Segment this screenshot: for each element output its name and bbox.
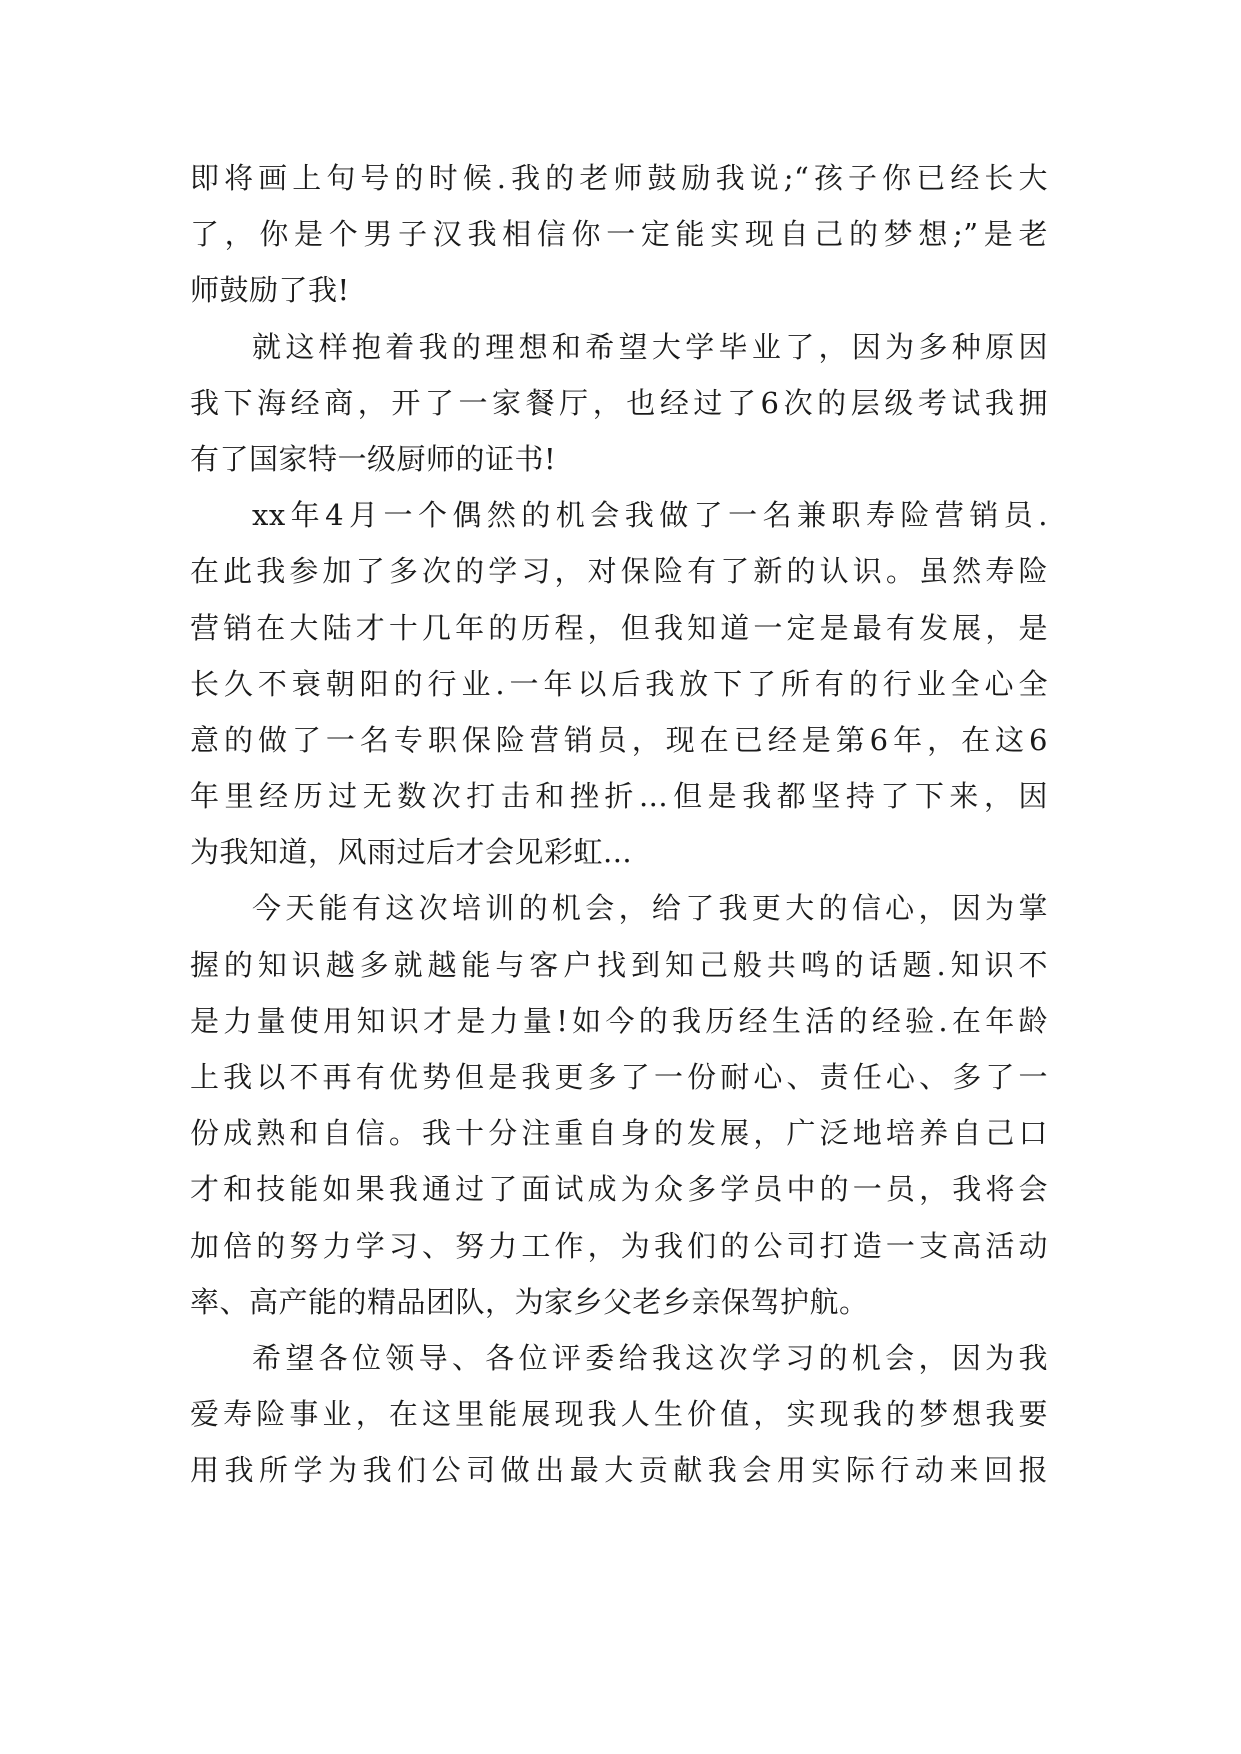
paragraph-3 <box>190 487 1048 880</box>
text-line: 年里经历过无数次打击和挫折...但是我都坚持了下来，因 <box>190 779 1048 814</box>
text-line: 握的知识越多就越能与客户找到知己般共鸣的话题.知识不 <box>190 947 1048 982</box>
text-line: 用我所学为我们公司做出最大贡献我会用实际行动来回报 <box>190 1453 1048 1488</box>
document-body <box>190 150 1048 1499</box>
text-line: 是力量使用知识才是力量!如今的我历经生活的经验.在年龄 <box>190 1003 1048 1038</box>
text-line: 率、高产能的精品团队，为家乡父老乡亲保驾护航。 <box>190 1284 869 1319</box>
text-line: 希望各位领导、各位评委给我这次学习的机会，因为我 <box>252 1340 1048 1375</box>
text-line: 长久不衰朝阳的行业.一年以后我放下了所有的行业全心全 <box>190 666 1048 701</box>
text-line: 份成熟和自信。我十分注重自身的发展，广泛地培养自己口 <box>190 1116 1048 1151</box>
text-line: 才和技能如果我通过了面试成为众多学员中的一员，我将会 <box>190 1172 1048 1207</box>
text-line: 即将画上句号的时候.我的老师鼓励我说;“孩子你已经长大 <box>190 161 1048 195</box>
text-line: 加倍的努力学习、努力工作，为我们的公司打造一支高活动 <box>190 1228 1048 1263</box>
text-line: 意的做了一名专职保险营销员，现在已经是第6年，在这6 <box>190 722 1048 757</box>
text-line: 营销在大陆才十几年的历程，但我知道一定是最有发展，是 <box>190 610 1048 645</box>
text-line: 上我以不再有优势但是我更多了一份耐心、责任心、多了一 <box>190 1060 1048 1094</box>
text-line: xx年4月一个偶然的机会我做了一名兼职寿险营销员. <box>252 498 1048 533</box>
paragraph-1 <box>190 150 1048 319</box>
text-line: 师鼓励了我! <box>190 273 350 308</box>
paragraph-5 <box>190 1330 1048 1499</box>
paragraph-4 <box>190 880 1048 1330</box>
text-line: 在此我参加了多次的学习，对保险有了新的认识。虽然寿险 <box>190 554 1048 589</box>
text-line: 爱寿险事业，在这里能展现我人生价值，实现我的梦想我要 <box>190 1397 1048 1432</box>
text-line: 为我知道，风雨过后才会见彩虹... <box>190 835 633 870</box>
text-line: 今天能有这次培训的机会，给了我更大的信心，因为掌 <box>252 891 1048 926</box>
text-line: 有了国家特一级厨师的证书! <box>190 441 557 476</box>
text-line: 了，你是个男子汉我相信你一定能实现自己的梦想;”是老 <box>190 217 1048 252</box>
text-line: 就这样抱着我的理想和希望大学毕业了，因为多种原因 <box>252 329 1048 364</box>
paragraph-2 <box>190 319 1048 488</box>
text-line: 我下海经商，开了一家餐厅，也经过了6次的层级考试我拥 <box>190 385 1048 420</box>
